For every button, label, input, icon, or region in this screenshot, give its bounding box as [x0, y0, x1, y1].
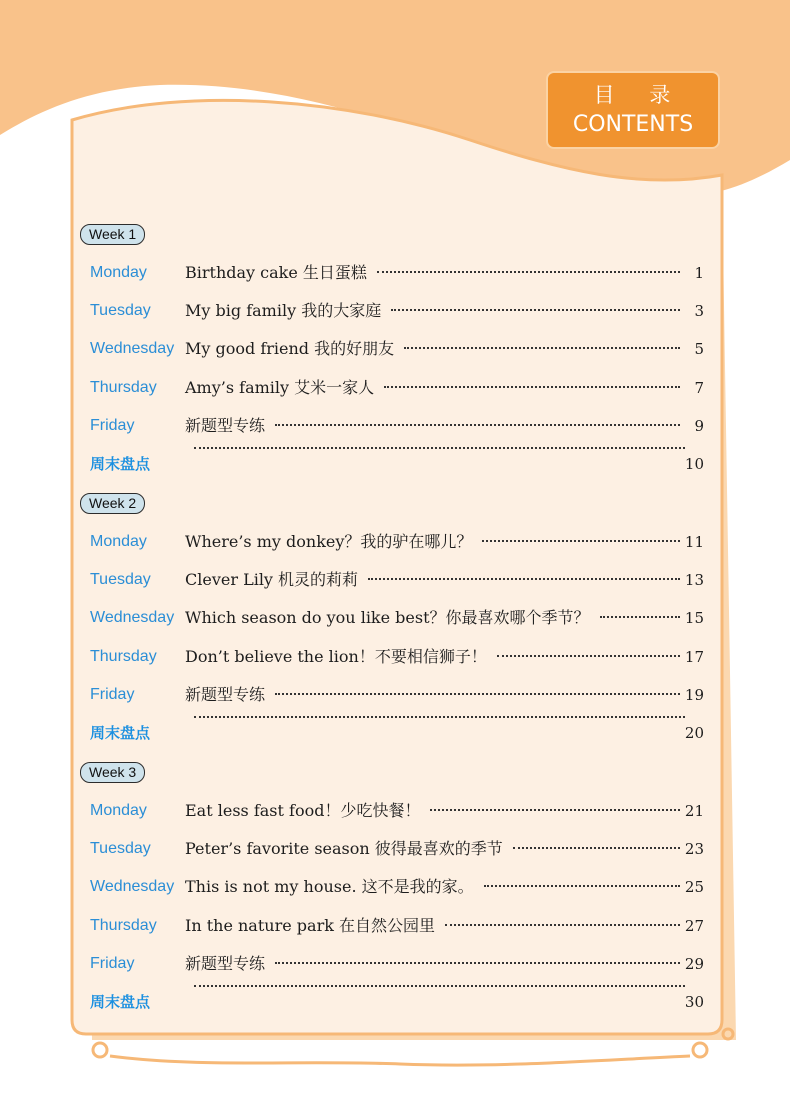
dot-leader [445, 924, 680, 926]
dot-leader [275, 962, 680, 964]
toc-entry-body [185, 606, 680, 630]
toc-entry-title: Where’s my donkey？我的驴在哪儿？ [185, 532, 473, 551]
toc-day-label: Thursday [90, 916, 157, 934]
toc-entry[interactable] [0, 337, 790, 361]
dot-leader [275, 693, 680, 695]
toc-entry-body [185, 261, 680, 285]
toc-entry-body [185, 875, 680, 899]
toc-entry[interactable] [0, 414, 790, 438]
toc-entry-title: Birthday cake 生日蛋糕 [185, 263, 367, 282]
dot-leader [377, 271, 680, 273]
week-tag: Week 1 [80, 224, 145, 245]
toc-entry-body [185, 683, 680, 707]
toc-entry[interactable] [0, 645, 790, 669]
toc-entry[interactable] [0, 721, 790, 745]
toc-day-label: Monday [90, 802, 147, 819]
toc-day-label: Monday [90, 264, 147, 281]
toc-entry-title: In the nature park 在自然公园里 [185, 915, 435, 935]
toc-entry[interactable] [0, 606, 790, 630]
dot-leader [430, 809, 680, 811]
toc-entry-body [190, 990, 685, 992]
toc-page-number: 25 [684, 878, 704, 897]
toc-day-label: Friday [90, 416, 135, 434]
dot-leader [384, 386, 680, 388]
toc-page-number: 30 [684, 993, 704, 1011]
toc-entry-title: 新题型专练 [185, 684, 266, 704]
toc-page-number: 11 [684, 533, 704, 551]
toc-day-label: Wednesday [90, 340, 175, 358]
dot-leader [275, 424, 680, 426]
toc-entry[interactable] [0, 837, 790, 861]
toc-page-number: 19 [684, 685, 704, 704]
toc-entry-title: 新题型专练 [185, 415, 266, 435]
toc-day-label: Tuesday [90, 840, 151, 858]
toc-entry-body [190, 721, 685, 723]
toc-page-number: 13 [684, 571, 704, 590]
dot-leader [391, 309, 680, 311]
toc-entry[interactable] [0, 376, 790, 400]
toc-page-number: 5 [694, 340, 704, 359]
toc-day-label: Friday [90, 954, 135, 972]
toc-entry[interactable] [0, 261, 790, 285]
toc-entry[interactable] [0, 990, 790, 1014]
contents-title-en: CONTENTS [572, 112, 694, 137]
toc-entry[interactable] [0, 530, 790, 554]
toc-entry-body [185, 837, 680, 861]
toc-day-label: Wednesday [90, 878, 175, 896]
toc-entry-body [185, 568, 680, 592]
toc-entry[interactable] [0, 568, 790, 592]
toc-entry-body [185, 952, 680, 976]
toc-day-label: Thursday [90, 378, 157, 396]
dot-leader [194, 985, 685, 987]
toc-entry-title: Clever Lily 机灵的莉莉 [185, 570, 359, 590]
toc-page-number: 7 [694, 378, 704, 397]
toc-entry[interactable] [0, 799, 790, 823]
toc-entry-body [190, 452, 685, 454]
toc-page-number: 9 [694, 416, 704, 435]
toc-entry[interactable] [0, 299, 790, 323]
toc-entry-title: My good friend 我的好朋友 [185, 339, 395, 359]
week-tag: Week 3 [80, 762, 145, 783]
toc-entry[interactable] [0, 914, 790, 938]
dot-leader [482, 540, 680, 542]
toc-page-number: 3 [694, 302, 704, 321]
toc-entry[interactable] [0, 875, 790, 899]
toc-entry-title: This is not my house. 这不是我的家。 [185, 877, 474, 897]
toc-page-number: 27 [684, 916, 704, 935]
toc-entry[interactable] [0, 683, 790, 707]
toc-day-label: Tuesday [90, 571, 151, 589]
toc-page-number: 10 [684, 455, 704, 473]
toc-entry-title: Which season do you like best？你最喜欢哪个季节？ [185, 608, 590, 628]
dot-leader [600, 616, 680, 618]
toc-page-number: 17 [684, 647, 704, 666]
dot-leader [497, 655, 680, 657]
contents-header [548, 73, 718, 147]
toc-entry-body [185, 337, 680, 361]
dot-leader [404, 347, 680, 349]
toc-page-number: 29 [684, 954, 704, 973]
toc-day-label: Tuesday [90, 302, 151, 320]
toc-entry-body [185, 376, 680, 400]
toc-day-label: Friday [90, 685, 135, 703]
dot-leader [368, 578, 680, 580]
toc-entry-title: Peter’s favorite season 彼得最喜欢的季节 [185, 839, 503, 859]
toc-entry-title: Don’t believe the lion！不要相信狮子！ [185, 646, 487, 666]
toc-entry-body [185, 645, 680, 669]
toc-day-label: 周末盘点 [90, 724, 151, 742]
dot-leader [513, 847, 680, 849]
toc-entry-body [185, 799, 680, 823]
dot-leader [194, 716, 685, 718]
toc-entry-title: Amy’s family 艾米一家人 [185, 377, 375, 397]
toc-page-number: 15 [684, 609, 704, 628]
toc-entry-title: 新题型专练 [185, 953, 266, 973]
contents-title-cn: 目 录 [593, 83, 685, 107]
toc-day-label: Wednesday [90, 609, 175, 627]
toc-page-number: 23 [684, 840, 704, 859]
toc-day-label: Monday [90, 533, 147, 550]
dot-leader [484, 885, 680, 887]
toc-day-label: Thursday [90, 647, 157, 665]
dot-leader [194, 447, 685, 449]
toc-page-number: 21 [684, 802, 704, 820]
week-tag: Week 2 [80, 493, 145, 514]
toc-entry-body [185, 414, 680, 438]
toc-entry-body [185, 530, 680, 554]
toc-entry-body [185, 299, 680, 323]
toc-entry-title: My big family 我的大家庭 [185, 301, 382, 321]
toc-day-label: 周末盘点 [90, 455, 151, 473]
toc-entry[interactable] [0, 452, 790, 476]
toc-entry-title: Eat less fast food！少吃快餐！ [185, 801, 421, 820]
toc-page-number: 20 [684, 724, 704, 742]
toc-entry[interactable] [0, 952, 790, 976]
toc-entry-body [185, 914, 680, 938]
toc-page-number: 1 [694, 264, 704, 282]
toc-day-label: 周末盘点 [90, 993, 151, 1011]
